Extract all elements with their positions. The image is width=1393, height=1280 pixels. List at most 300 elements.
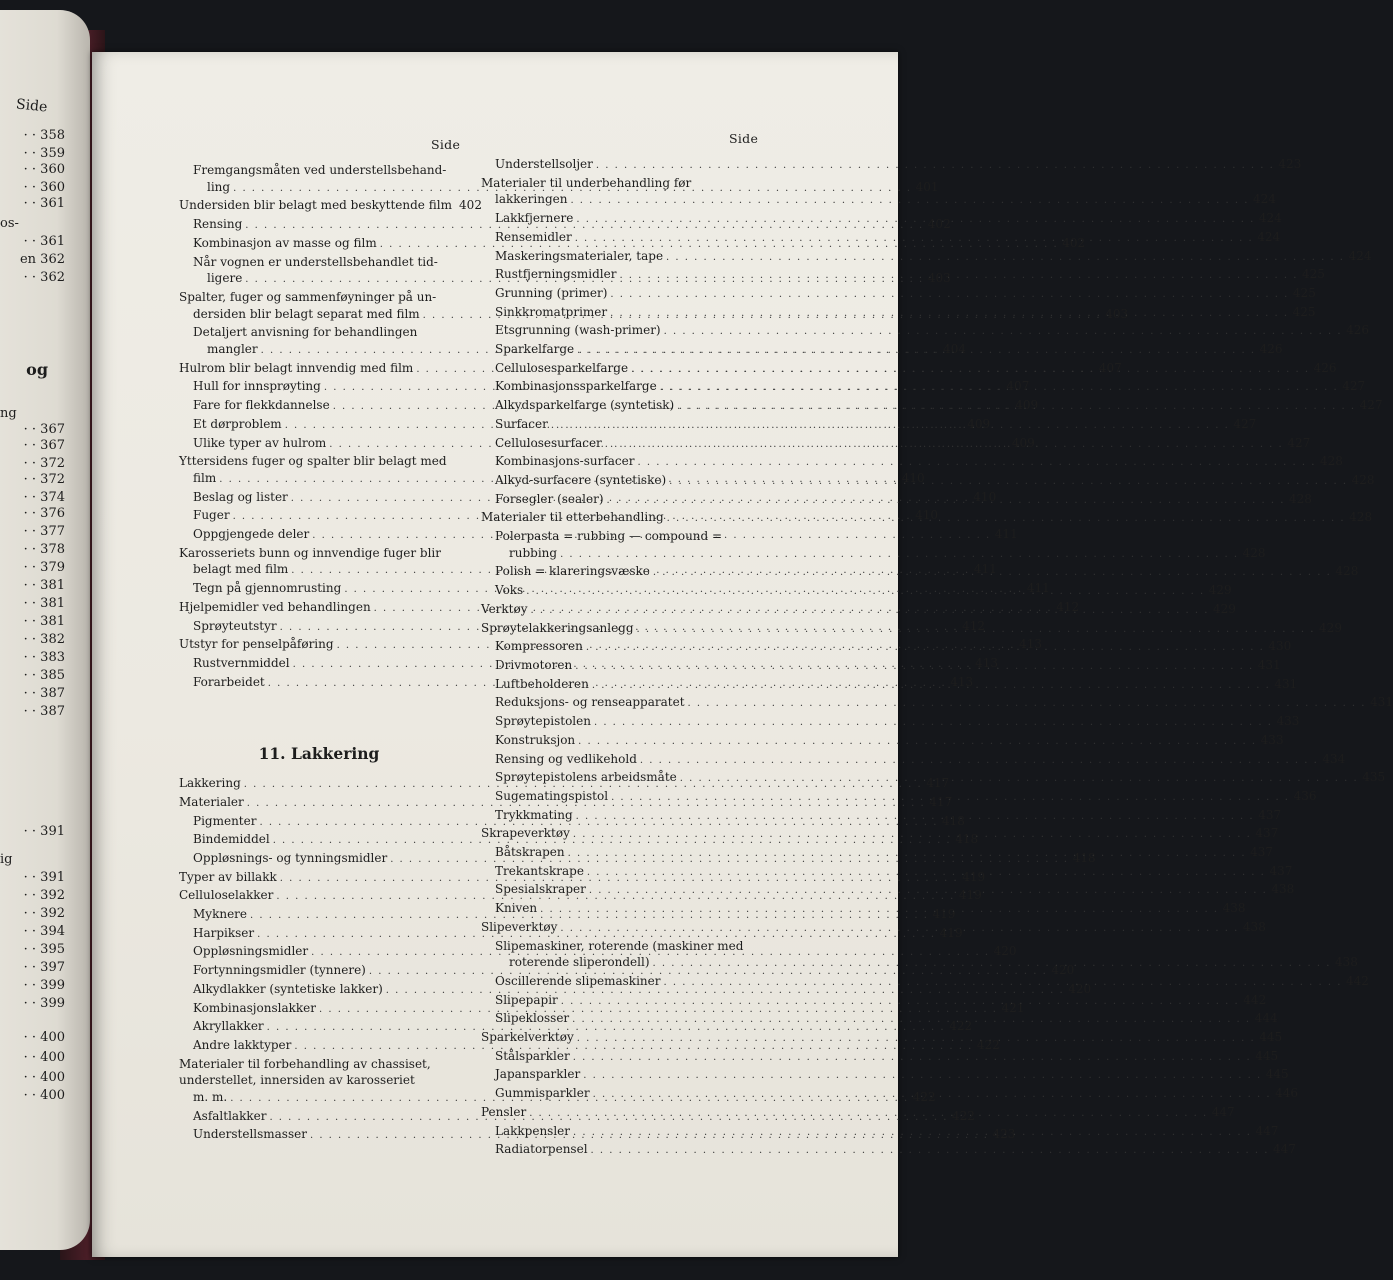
toc-page-number: 422 [976, 1037, 1000, 1052]
toc-page-number: 427 [1287, 435, 1311, 450]
toc-entry-title: Oppgjengede deler [193, 527, 310, 542]
toc-entry-title: Pensler [481, 1104, 527, 1119]
dot-leader [591, 1143, 1269, 1160]
toc-entry-title: rubbing [509, 545, 558, 560]
toc-entry-row [495, 285, 1316, 304]
dot-leader [573, 827, 1251, 844]
toc-entry-title: Sinkkromatprimer [495, 304, 608, 319]
dot-leader [572, 1012, 1250, 1029]
toc-entry-title: ling [207, 179, 231, 194]
toc-entry-row [179, 197, 482, 216]
toc-entry-title: Gummisparkler [495, 1086, 590, 1101]
toc-entry-title: Alkydlakker (syntetiske lakker) [193, 981, 383, 996]
toc-page-number: 419 [939, 925, 963, 940]
toc-page-number: 407 [1098, 360, 1122, 375]
toc-entry-row [495, 453, 1343, 472]
left-page-text-fragment: · · 376 [23, 506, 65, 521]
toc-page-number: 428 [1289, 491, 1312, 506]
dot-leader [529, 1106, 1207, 1123]
dot-leader [664, 324, 1342, 341]
toc-entry-title: roterende sliperondell) [509, 955, 650, 970]
dot-leader [587, 865, 1265, 882]
dot-leader [593, 1087, 1271, 1104]
toc-entry-title: Andre lakktyper [193, 1037, 292, 1052]
toc-page-number: 422 [912, 1090, 936, 1105]
dot-leader [663, 975, 1341, 992]
toc-page-number: 424 [1252, 192, 1276, 207]
toc-entry-title: Slipepapir [495, 992, 558, 1007]
left-page-text-fragment: · · 379 [23, 560, 65, 575]
toc-entry-text-line: Materialer til underbehandling før [481, 175, 692, 190]
toc-entry [481, 694, 1393, 713]
left-page-text-fragment: · · 361 [23, 196, 65, 211]
left-page-text-fragment: · · 385 [23, 668, 65, 683]
toc-page-number: 444 [1254, 1011, 1278, 1026]
left-page-text-fragment: · · 400 [23, 1088, 65, 1103]
toc-entry-title: Lakkpensler [495, 1123, 571, 1138]
dot-leader [631, 362, 1309, 379]
toc-page-number: 431 [1274, 676, 1298, 691]
toc-page-number: 427 [1359, 398, 1383, 413]
toc-entry-title: Luftbeholderen [495, 676, 589, 691]
toc-page-number: 402 [1062, 235, 1086, 250]
toc-entry-title: Kombinasjonslakker [193, 1000, 317, 1015]
toc-page-number: 403 [1105, 306, 1129, 321]
toc-entry-title: Understellsmasser [193, 1127, 307, 1142]
dot-leader [568, 846, 1246, 863]
toc-page-number: 419 [932, 907, 956, 922]
toc-entry-text-line: Når vognen er understellsbehandlet tid- [193, 254, 438, 269]
toc-entry [481, 751, 1346, 770]
toc-page-number: 433 [1260, 732, 1284, 747]
toc-page-number: 447 [1273, 1142, 1296, 1157]
toc-entry-title: Et dørproblem [193, 416, 282, 431]
toc-entry-title: Kompressoren [495, 639, 583, 654]
toc-entry-title: Etsgrunning (wash-primer) [495, 323, 661, 338]
toc-entry-title: Forsegler (sealer) [495, 491, 604, 506]
toc-entry [481, 156, 1302, 175]
dot-leader [667, 511, 1345, 528]
toc-entry-title: Reduksjons- og renseapparatet [495, 695, 685, 710]
toc-entry-title: m. m. [193, 1090, 228, 1105]
toc-entry-title: Alkydsparkelfarge (syntetisk) [495, 398, 675, 413]
dot-leader [561, 994, 1239, 1011]
toc-entry [481, 713, 1300, 732]
toc-page-number: 420 [1051, 963, 1075, 978]
toc-page-number: 413 [975, 655, 999, 670]
left-page-text-fragment: · · 383 [23, 650, 65, 665]
toc-entry-row [495, 732, 1284, 751]
dot-leader [583, 1068, 1261, 1085]
left-page-text-fragment: · · 395 [23, 942, 65, 957]
toc-page-number: 426 [1313, 360, 1337, 375]
toc-entry-title: Trykkmating [495, 807, 573, 822]
left-page-text-fragment: · · 391 [23, 870, 65, 885]
dot-leader [610, 287, 1288, 304]
toc-page-number: 421 [1001, 1000, 1025, 1015]
toc-page-number: 425 [1301, 267, 1325, 282]
dot-leader [573, 1125, 1251, 1142]
toc-page-number: 401 [915, 179, 939, 194]
column-2-side-label: Side [729, 131, 759, 146]
dot-leader [637, 455, 1315, 472]
toc-entry-title: Celluloselakker [179, 888, 274, 903]
toc-page-number: 420 [1068, 981, 1092, 996]
left-page-text-fragment: · · 381 [23, 614, 65, 629]
dot-leader [666, 250, 1344, 267]
left-page-text-fragment: ig [0, 852, 13, 867]
toc-page-number: 418 [955, 832, 979, 847]
toc-entry-title: Rensemidler [495, 229, 572, 244]
toc-entry-text-line: understellet, innersiden av karosseriet [179, 1073, 415, 1088]
dot-leader [611, 790, 1289, 807]
toc-page-number: 428 [1351, 472, 1375, 487]
toc-page-number: 437 [1269, 863, 1293, 878]
toc-entry-title: Radiatorpensel [495, 1142, 588, 1157]
toc-page-number: 431 [1257, 657, 1281, 672]
dot-leader [551, 418, 1229, 435]
toc-page-number: 419 [962, 869, 986, 884]
toc-entry [481, 285, 1316, 304]
toc-entry-title: Materialer til etterbehandling [481, 510, 664, 525]
toc-page-number: 426 [1259, 342, 1283, 357]
toc-page-number: 423 [992, 1127, 1016, 1142]
toc-page-number: 445 [1255, 1048, 1279, 1063]
toc-page-number: 429 [1208, 583, 1232, 598]
dot-leader [575, 231, 1253, 248]
left-page-text-fragment: · · 399 [23, 996, 65, 1011]
left-page-text-fragment: os- [0, 216, 19, 231]
toc-entry-title: Skrapeverktøy [481, 826, 570, 841]
left-page-text-fragment: · · 361 [23, 234, 65, 249]
dot-leader [680, 771, 1358, 788]
dot-leader [594, 715, 1272, 732]
toc-entry [481, 732, 1284, 751]
toc-entry-title: Hull for innsprøyting [193, 379, 321, 394]
dot-leader [653, 565, 1331, 582]
toc-page-number: 410 [915, 508, 938, 523]
toc-entry-title: Trekantskrape [495, 863, 584, 878]
dot-leader [640, 753, 1318, 770]
toc-page-number: 417 [926, 776, 950, 791]
toc-page-number: 442 [1243, 992, 1267, 1007]
toc-page-number: 425 [1292, 304, 1316, 319]
dot-leader [577, 343, 1255, 360]
toc-entry-title: belagt med film [193, 562, 289, 577]
left-page-text-fragment: · · 400 [23, 1030, 65, 1045]
right-page [92, 52, 1393, 1257]
toc-entry-title: Oppløsningsmidler [193, 944, 309, 959]
toc-entry-text-line: Karosseriets bunn og innvendige fuger blir [179, 545, 441, 560]
toc-entry-row [495, 1066, 1289, 1085]
dot-leader [653, 956, 1331, 973]
toc-entry-row [495, 248, 1372, 267]
toc-entry-title: Myknere [193, 907, 248, 922]
toc-entry-title: Stålsparkler [495, 1048, 570, 1063]
toc-entry-title: Hjelpemidler ved behandlingen [179, 599, 371, 614]
toc-page-number: 428 [1320, 454, 1343, 469]
toc-page-number: 428 [1349, 510, 1373, 525]
toc-page-number: 428 [1335, 564, 1359, 579]
toc-page-number: 402 [927, 217, 951, 232]
toc-entry-row [495, 694, 1393, 713]
toc-page-number: 418 [1072, 850, 1096, 865]
toc-page-number: 438 [1271, 882, 1295, 897]
dot-leader [592, 678, 1270, 695]
toc-page-number: 411 [1026, 581, 1050, 596]
dot-leader [577, 1031, 1255, 1048]
toc-entry-title: Kombinasjons-surfacer [495, 454, 635, 469]
left-page-side-label: Side [15, 96, 49, 116]
toc-page-number: 438 [1222, 901, 1246, 916]
toc-page-number: 417 [929, 794, 953, 809]
left-page-text-fragment: · · 392 [23, 888, 65, 903]
toc-page-number: 438 [1335, 955, 1358, 970]
toc-page-number: 402 [459, 198, 482, 213]
left-page-text-fragment: · · 360 [23, 162, 65, 177]
toc-entry [481, 248, 1372, 267]
toc-entry-row [481, 191, 1276, 210]
toc-page-number: 420 [993, 944, 1017, 959]
left-page-text-fragment: ng [0, 406, 17, 421]
dot-leader [607, 493, 1285, 510]
toc-page-number: 437 [1255, 826, 1279, 841]
toc-page-number: 412 [962, 618, 986, 633]
toc-page-number: 412 [1056, 599, 1080, 614]
toc-entry-title: Rustfjerningsmidler [495, 267, 617, 282]
dot-leader [560, 547, 1238, 564]
toc-entry-title: Oscillerende slipemaskiner [495, 973, 661, 988]
toc-entry-text-line: Slipemaskiner, roterende (maskiner med [495, 938, 744, 953]
dot-leader [610, 306, 1288, 323]
toc-page-number: 424 [1348, 248, 1372, 263]
left-page-text-fragment: · · 367 [23, 422, 65, 437]
dot-leader [677, 399, 1355, 416]
toc-page-number: 423 [1278, 157, 1302, 171]
toc-entry-title: Lakkfjernere [495, 211, 574, 226]
left-page-text-fragment: · · 387 [23, 686, 65, 701]
toc-entry-title: Beslag og lister [193, 489, 288, 504]
dot-leader [637, 622, 1315, 639]
toc-entry-title: Grunning (primer) [495, 285, 608, 300]
toc-entry-row [495, 713, 1300, 732]
toc-entry-title: dersiden blir belagt separat med film [193, 306, 420, 321]
dot-leader [605, 437, 1283, 454]
toc-entry-title: Fare for flekkdannelse [193, 398, 330, 413]
left-page-text-fragment: · · 358 [23, 128, 65, 143]
left-page-text-fragment: · · 387 [23, 704, 65, 719]
toc-page-number: 418 [941, 813, 965, 828]
toc-entry-title: Understellsoljer [495, 157, 593, 171]
toc-entry-title: Tegn på gjennomrusting [193, 581, 342, 596]
toc-entry-text-line: Polerpasta = rubbing — compound = [495, 529, 723, 544]
toc-page-number: 435 [1362, 770, 1386, 785]
toc-page-number: 428 [1242, 545, 1266, 560]
toc-page-number: 422 [951, 1108, 975, 1123]
toc-entry [179, 197, 482, 216]
left-page-text-fragment: · · 359 [23, 146, 65, 161]
left-page-text-fragment: · · 360 [23, 180, 65, 195]
toc-entry-title: Voks [495, 583, 524, 598]
left-page-text-fragment: · · 382 [23, 632, 65, 647]
toc-page-number: 436 [1293, 788, 1317, 803]
left-page-text-fragment: · · 367 [23, 438, 65, 453]
dot-leader [586, 640, 1264, 657]
toc-entry-title: Sprøytelakkeringsanlegg [481, 620, 634, 635]
toc-page-number: 410 [973, 489, 997, 504]
toc-entry [481, 1048, 1279, 1067]
dot-leader [575, 659, 1253, 676]
toc-entry-title: Alkyd-surfacere (syntetiske) [495, 472, 667, 487]
toc-entry-title: mangler [207, 342, 258, 357]
toc-entry-text-line: Detaljert anvisning for behandlingen [193, 325, 418, 340]
toc-page-number: 409 [1015, 398, 1039, 413]
toc-entry-title: Spesialskraper [495, 882, 586, 897]
toc-page-number: 403 [927, 271, 951, 286]
toc-page-number: 430 [1268, 639, 1292, 654]
toc-page-number: 413 [950, 674, 974, 689]
left-page-text-fragment: · · 377 [23, 524, 65, 539]
toc-page-number: 431 [1370, 695, 1393, 710]
toc-page-number: 409 [1011, 435, 1035, 450]
toc-page-number: 407 [1006, 379, 1030, 394]
toc-entry [481, 322, 1370, 341]
toc-entry-title: Surfacer [495, 416, 548, 431]
toc-entry-title: Båtskrapen [495, 845, 565, 860]
toc-entry-title: Akryllakker [193, 1019, 264, 1034]
toc-entry-title: Kombinasjon av masse og film [193, 235, 377, 250]
left-page-text-fragment: · · 399 [23, 978, 65, 993]
toc-entry-row [495, 1048, 1279, 1067]
toc-entry-title: Maskeringsmaterialer, tape [495, 248, 664, 263]
toc-page-number: 413 [1019, 637, 1042, 652]
toc-entry-title: Lakkering [179, 776, 241, 791]
toc-entry-text-line: Spalter, fuger og sammenføyninger på un- [179, 289, 437, 304]
toc-entry-row [495, 322, 1370, 341]
toc-entry-title: Rustvernmiddel [193, 655, 290, 670]
toc-entry-title: Cellulosesparkelfarge [495, 360, 629, 375]
toc-page-number: 447 [1211, 1104, 1235, 1119]
toc-entry-title: Bindemiddel [193, 832, 270, 847]
toc-entry-title: Oppløsnings- og tynningsmidler [193, 850, 388, 865]
toc-page-number: 437 [1250, 845, 1274, 860]
left-page-text-fragment: · · 362 [23, 270, 65, 285]
toc-page-number: 445 [1259, 1030, 1283, 1045]
toc-entry-text-line: Fremgangsmåten ved understellsbehand- [193, 163, 447, 177]
toc-entry-title: Forarbeidet [193, 674, 265, 689]
dot-leader [619, 268, 1297, 285]
toc-entry-title: Slipeverktøy [481, 919, 558, 934]
toc-entry-title: Sprøytepistolen [495, 714, 591, 729]
dot-leader [526, 584, 1204, 601]
left-page-text-fragment: og [26, 360, 48, 379]
toc-entry-title: Asfaltlakker [193, 1108, 267, 1123]
toc-entry-title: Pigmenter [193, 813, 257, 828]
dot-leader [560, 921, 1238, 938]
toc-page-number: 419 [958, 888, 982, 903]
toc-entry-title: film [193, 470, 217, 485]
toc-entry-row [495, 156, 1302, 175]
left-page-text-fragment: · · 392 [23, 906, 65, 921]
toc-entry-title: Materialer [179, 794, 244, 809]
toc-page-number: 427 [1233, 416, 1257, 431]
dot-leader [688, 696, 1366, 713]
left-page-text-fragment: · · 394 [23, 924, 65, 939]
toc-entry-row [495, 1141, 1296, 1160]
left-page-text-fragment: · · 372 [23, 472, 65, 487]
toc-entry-title: Kniven [495, 901, 538, 916]
toc-entry-title: Rensing [193, 217, 243, 232]
toc-page-number: 424 [1258, 211, 1282, 226]
toc-entry-title: Sprøytepistolens arbeidsmåte [495, 770, 677, 785]
section-title: 11. Lakkering [258, 744, 380, 764]
toc-page-number: 404 [943, 342, 967, 357]
dot-leader [596, 158, 1274, 175]
toc-page-number: 422 [949, 1019, 973, 1034]
toc-page-number: 410 [901, 470, 925, 485]
toc-page-number: 429 [1213, 601, 1236, 616]
toc-entry-text-line: Materialer til forbehandling av chassiset, [179, 1056, 431, 1071]
column-1-side-label: Side [431, 137, 461, 152]
toc-entry [481, 453, 1343, 472]
toc-page-number: 425 [1292, 285, 1316, 300]
toc-page-number: 411 [994, 527, 1018, 542]
toc-entry-title: Kombinasjonssparkelfarge [495, 379, 657, 394]
toc-page-number: 447 [1255, 1123, 1279, 1138]
left-page-text-fragment: · · 400 [23, 1070, 65, 1085]
left-page-text-fragment: · · 381 [23, 596, 65, 611]
dot-leader [589, 883, 1267, 900]
dot-leader [570, 193, 1248, 210]
toc-entry-title: Fortynningsmidler (tynnere) [193, 963, 366, 978]
toc-page-number: 429 [1319, 620, 1342, 635]
toc-page-number: 426 [1346, 323, 1370, 338]
toc-entry-title: Cellulosesurfacer [495, 435, 602, 450]
dot-leader [578, 734, 1256, 751]
toc-entry-text-line: Yttersidens fuger og spalter blir belagt med [179, 454, 447, 469]
toc-entry-title: Polish = klareringsvæske [495, 564, 650, 579]
toc-entry-title: Japansparkler [495, 1067, 581, 1082]
toc-entry-title: Sprøyteutstyr [193, 618, 277, 633]
dot-leader [576, 212, 1254, 229]
toc-entry-row [495, 545, 1266, 564]
toc-entry-title: Fuger [193, 508, 230, 523]
left-page-text-fragment: · · 397 [23, 960, 65, 975]
toc-entry-title: ligere [207, 271, 243, 286]
left-page-text-fragment: · · 381 [23, 578, 65, 593]
dot-leader [669, 474, 1347, 491]
toc-entry-title: Konstruksjon [495, 732, 576, 747]
toc-entry-row [495, 751, 1346, 770]
toc-entry-title: Undersiden blir belagt med beskyttende film [179, 198, 452, 213]
toc-page-number: 409 [967, 416, 991, 431]
toc-entry-title: Sparkelverktøy [481, 1030, 574, 1045]
toc-page-number: 434 [1322, 751, 1346, 766]
toc-entry [481, 1066, 1289, 1085]
left-page-text-fragment: · · 391 [23, 824, 65, 839]
left-page [0, 10, 90, 1250]
dot-leader [573, 1050, 1251, 1067]
toc-entry-title: Harpikser [193, 925, 255, 940]
toc-entry-title: Sugematingspistol [495, 788, 609, 803]
toc-entry-title: Slipeklosser [495, 1011, 570, 1026]
toc-page-number: 427 [1342, 379, 1366, 394]
toc-page-number: 445 [1265, 1067, 1289, 1082]
toc-page-number: 446 [1275, 1086, 1299, 1101]
toc-entry-title: Typer av billakk [179, 869, 277, 884]
toc-page-number: 442 [1346, 973, 1369, 988]
toc-entry-title: Sparkelfarge [495, 342, 575, 357]
